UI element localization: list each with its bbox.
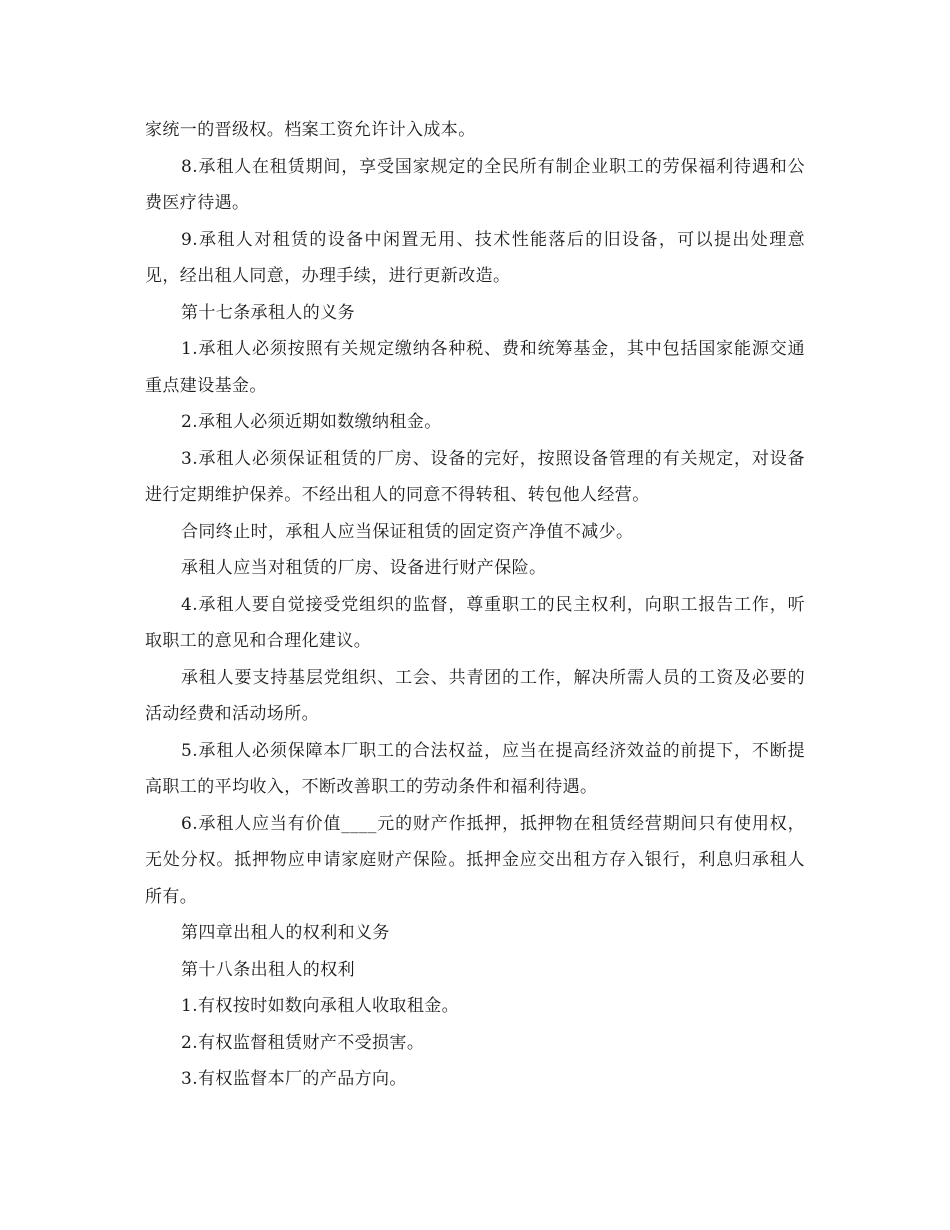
paragraph: 3.承租人必须保证租赁的厂房、设备的完好，按照设备管理的有关规定，对设备进行定期维护保养。不经出租人的同意不得转租、转包他人经营。 bbox=[145, 448, 805, 505]
paragraph: 承租人要支持基层党组织、工会、共青团的工作，解决所需人员的工资及必要的活动经费和活动场所。 bbox=[145, 667, 805, 724]
paragraph: 3.有权监督本厂的产品方向。 bbox=[181, 1069, 407, 1089]
paragraph: 9.承租人对租赁的设备中闲置无用、技术性能落后的旧设备，可以提出处理意见，经出租人同意，办理手续，进行更新改造。 bbox=[145, 229, 805, 286]
paragraph: 2.有权监督租赁财产不受损害。 bbox=[181, 1032, 425, 1053]
paragraph: 6.承租人应当有价值____元的财产作抵押，抵押物在租赁经营期间只有使用权，无处分权。抵押物应申请家庭财产保险。抵押金应交出租方存入银行，利息归承租人所有。 bbox=[145, 813, 805, 907]
paragraph: 合同终止时，承租人应当保证租赁的固定资产净值不减少。 bbox=[181, 521, 634, 542]
paragraph: 8.承租人在租赁期间，享受国家规定的全民所有制企业职工的劳保福利待遇和公费医疗待遇。 bbox=[145, 156, 805, 213]
paragraph: 5.承租人必须保障本厂职工的合法权益，应当在提高经济效益的前提下，不断提高职工的平均收入，不断改善职工的劳动条件和福利待遇。 bbox=[145, 740, 805, 797]
paragraph: 家统一的晋级权。档案工资允许计入成本。 bbox=[145, 120, 476, 140]
chapter-heading: 第四章出租人的权利和义务 bbox=[181, 923, 390, 943]
article-heading: 第十七条承租人的义务 bbox=[181, 302, 355, 323]
paragraph: 2.承租人必须近期如数缴纳租金。 bbox=[181, 412, 442, 432]
paragraph: 4.承租人要自觉接受党组织的监督，尊重职工的民主权利，向职工报告工作，听取职工的意见和合理化建议。 bbox=[145, 594, 805, 651]
paragraph: 1.承租人必须按照有关规定缴纳各种税、费和统筹基金，其中包括国家能源交通重点建设基金。 bbox=[145, 339, 805, 396]
document-body bbox=[145, 112, 805, 1098]
paragraph: 1.有权按时如数向承租人收取租金。 bbox=[181, 996, 460, 1016]
article-heading: 第十八条出租人的权利 bbox=[181, 959, 355, 980]
paragraph: 承租人应当对租赁的厂房、设备进行财产保险。 bbox=[181, 558, 547, 578]
